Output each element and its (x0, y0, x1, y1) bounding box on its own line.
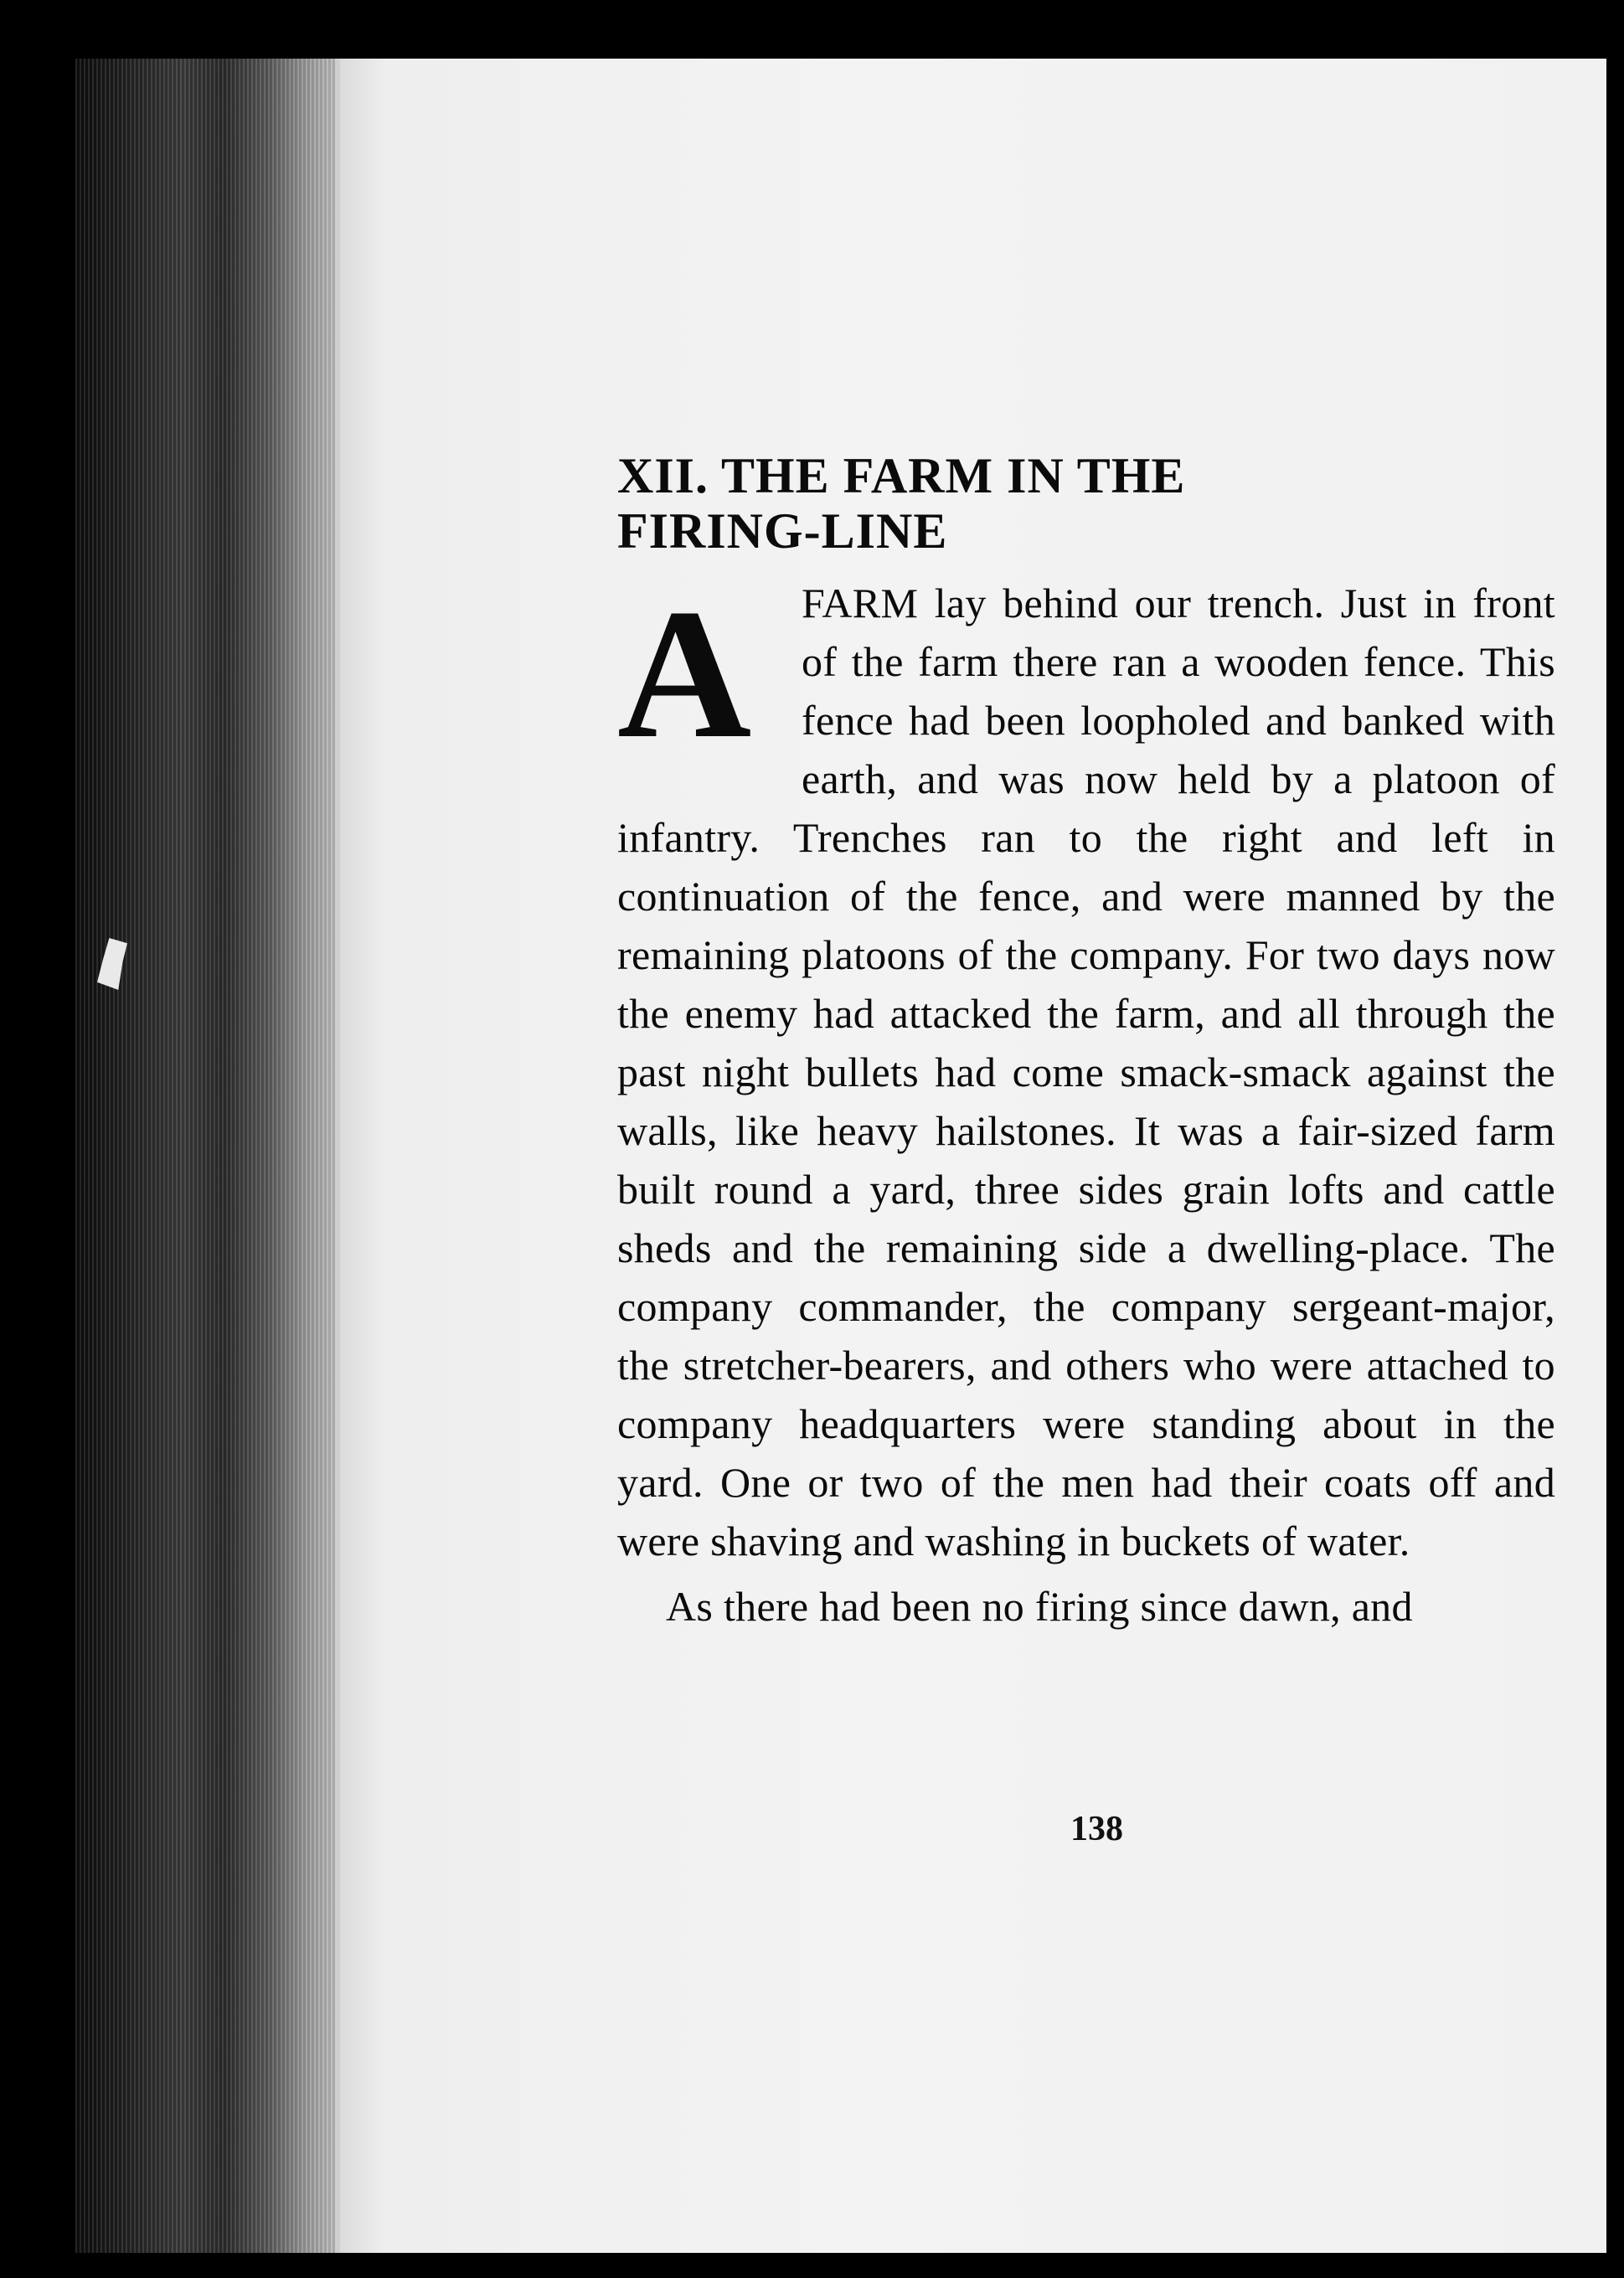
paragraph-1 (617, 571, 1555, 1570)
drop-cap-letter: A (617, 571, 752, 777)
chapter-title (617, 448, 1438, 559)
paragraph-2: As there had been no firing since dawn, and (666, 1583, 1413, 1630)
chapter-title-line-1: XII. THE FARM IN THE (617, 448, 1186, 503)
chapter-title-line-2: FIRING-LINE (617, 503, 948, 559)
paper-tear-mark (97, 938, 127, 990)
page-gutter (335, 59, 340, 2253)
paragraph-1-text: FARM lay behind our trench. Just in front of the farm there ran a wooden fence. This fence had been loopholed and banked with earth, and was now held by a platoon of infantry. Trenches ran to the right and left in continuation of the fence, and were manned by the remaining platoons of the company. For two days now the enemy had attacked the farm, and all through the past night bullets had come smack-smack against the walls, like heavy hailstones. It was a fair-sized farm built round a yard, three sides grain lofts and cattle sheds and the remaining side a dwelling-place. The company commander, the company sergeant-major, the stretcher-bearers, and others who were attached to company headquarters were standing about in the yard. One or two of the men had their coats off and were shaving and washing in buckets of water. (617, 580, 1555, 1564)
book-page-edges (75, 59, 343, 2253)
page-text-block (617, 448, 1555, 1636)
page-number: 138 (1070, 1810, 1123, 1848)
